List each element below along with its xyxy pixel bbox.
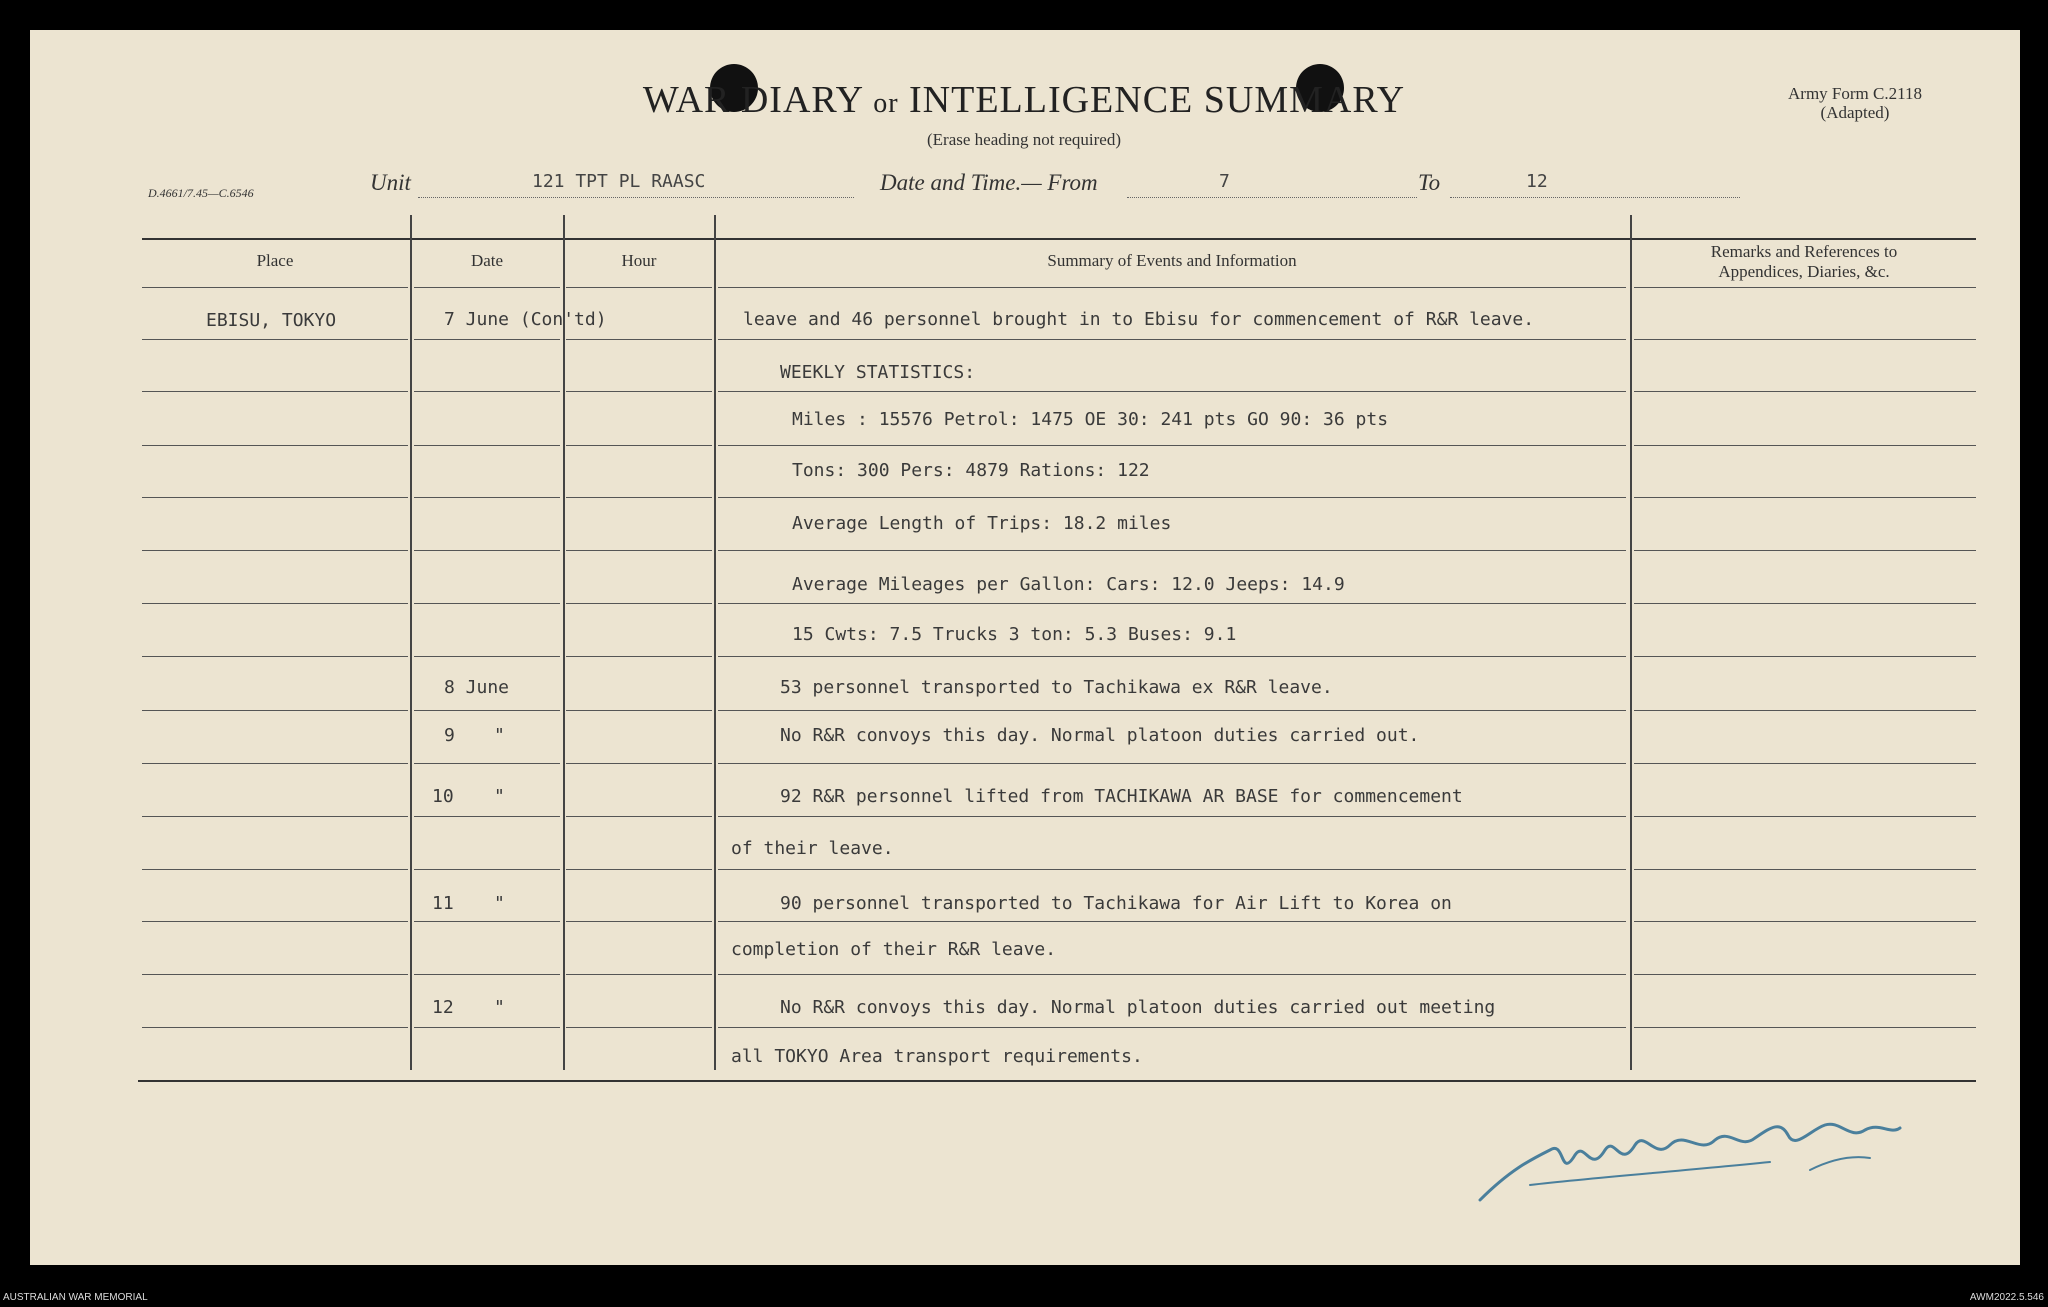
date-from-label: Date and Time.— From [880,170,1098,195]
title-part-1: WAR DIARY [642,79,863,121]
remarks-header-line-2: Appendices, Diaries, &c. [1718,262,1890,281]
footer-accession: AWM2022.5.546 [1969,1292,2044,1303]
title-or: or [873,88,899,119]
summary-line: 92 R&R personnel lifted from TACHIKAWA AR BASE for commencement [780,786,1463,807]
row-rule [566,497,712,498]
summary-line: Tons: 300 Pers: 4879 Rations: 122 [792,460,1150,481]
row-rule [142,816,408,817]
row-rule [142,497,408,498]
row-rule [566,816,712,817]
column-divider-place [410,215,412,1070]
column-header-place: Place [256,251,294,270]
row-rule [414,550,560,551]
row-rule [142,550,408,551]
row-rule [1634,391,1976,392]
row-rule [1634,339,1976,340]
row-rule [1634,763,1976,764]
row-rule [718,603,1626,604]
row-rule [566,656,712,657]
row-rule [414,974,560,975]
row-rule [718,921,1626,922]
row-rule [566,391,712,392]
ditto-mark: " [494,725,505,746]
row-rule [718,710,1626,711]
row-rule [718,869,1626,870]
row-rule [566,710,712,711]
row-rule [414,656,560,657]
summary-line: all TOKYO Area transport requirements. [731,1046,1143,1067]
summary-line: 15 Cwts: 7.5 Trucks 3 ton: 5.3 Buses: 9.1 [792,624,1237,645]
row-rule [566,339,712,340]
table-top-rule [142,238,1976,240]
row-rule [718,287,1626,288]
signature [1470,1100,1910,1210]
row-rule [718,816,1626,817]
ditto-mark: " [494,997,505,1018]
ditto-mark: " [494,893,505,914]
summary-line: 53 personnel transported to Tachikawa ex R&R leave. [780,677,1333,698]
row-rule [718,763,1626,764]
column-header-remarks [1632,242,1976,282]
table-bottom-rule [138,1080,1976,1082]
row-rule [142,391,408,392]
row-rule [1634,921,1976,922]
row-rule [414,710,560,711]
date-entry-9: 9 [444,725,455,746]
date-from-field [1127,171,1417,198]
row-rule [1634,287,1976,288]
row-rule [566,1027,712,1028]
row-rule [718,550,1626,551]
summary-line: WEEKLY STATISTICS: [780,362,976,383]
column-header-date: Date [470,251,504,270]
row-rule [1634,1027,1976,1028]
form-code: D.4661/7.45—C.6546 [148,186,254,200]
army-form-adapted: (Adapted) [1820,103,1890,122]
column-header-summary: Summary of Events and Information [1047,251,1297,270]
date-entry-10: 10 [432,786,454,807]
row-rule [414,339,560,340]
row-rule [1634,497,1976,498]
row-rule [566,974,712,975]
row-rule [414,603,560,604]
column-divider-summary [1630,215,1632,1070]
date-from-value: 7 [1219,171,1230,192]
row-rule [142,656,408,657]
date-entry-7-june: 7 June (Con'td) [444,309,607,330]
row-rule [1634,656,1976,657]
date-entry-8-june: 8 June [444,677,510,698]
row-rule [414,497,560,498]
summary-line: Average Mileages per Gallon: Cars: 12.0 Jeeps: 14.9 [792,574,1345,595]
row-rule [414,763,560,764]
row-rule [414,287,560,288]
row-rule [142,974,408,975]
summary-line: of their leave. [731,838,894,859]
date-to-label: To [1418,170,1441,195]
row-rule [566,287,712,288]
row-rule [718,339,1626,340]
remarks-header-line-1: Remarks and References to [1710,242,1898,261]
title-part-2: INTELLIGENCE SUMMARY [909,79,1406,121]
row-rule [414,445,560,446]
row-rule [566,445,712,446]
row-rule [566,550,712,551]
summary-line: leave and 46 personnel brought in to Ebisu for commencement of R&R leave. [743,309,1535,330]
row-rule [566,763,712,764]
date-entry-12: 12 [432,997,454,1018]
row-rule [142,1027,408,1028]
row-rule [566,921,712,922]
summary-line: 90 personnel transported to Tachikawa for Air Lift to Korea on [780,893,1452,914]
army-form-label [1760,84,1950,122]
row-rule [1634,603,1976,604]
row-rule [142,603,408,604]
row-rule [718,1027,1626,1028]
row-rule [414,869,560,870]
summary-line: completion of their R&R leave. [731,939,1057,960]
date-to-field [1450,171,1740,198]
row-rule [414,391,560,392]
row-rule [566,869,712,870]
row-rule [718,497,1626,498]
form-title [0,78,2048,122]
row-rule [718,656,1626,657]
row-rule [1634,710,1976,711]
army-form-number: Army Form C.2118 [1788,84,1922,103]
row-rule [414,921,560,922]
row-rule [142,287,408,288]
ditto-mark: " [494,786,505,807]
summary-line: Miles : 15576 Petrol: 1475 OE 30: 241 pts GO 90: 36 pts [792,409,1389,430]
row-rule [718,391,1626,392]
row-rule [414,1027,560,1028]
place-entry: EBISU, TOKYO [206,310,337,331]
summary-line: Average Length of Trips: 18.2 miles [792,513,1172,534]
row-rule [142,869,408,870]
summary-line: No R&R convoys this day. Normal platoon duties carried out. [780,725,1420,746]
footer-source: AUSTRALIAN WAR MEMORIAL [3,1292,148,1303]
column-divider-hour [714,215,716,1070]
row-rule [142,763,408,764]
date-entry-11: 11 [432,893,454,914]
row-rule [414,816,560,817]
row-rule [1634,974,1976,975]
column-header-hour: Hour [621,251,657,270]
summary-line: No R&R convoys this day. Normal platoon duties carried out meeting [780,997,1496,1018]
date-to-value: 12 [1526,171,1548,192]
row-rule [1634,445,1976,446]
row-rule [566,603,712,604]
unit-field [418,171,854,198]
unit-label: Unit [370,170,411,195]
row-rule [142,445,408,446]
row-rule [718,445,1626,446]
row-rule [142,921,408,922]
row-rule [1634,550,1976,551]
row-rule [1634,816,1976,817]
row-rule [142,710,408,711]
row-rule [718,974,1626,975]
column-divider-date [563,215,565,1070]
row-rule [1634,869,1976,870]
unit-value: 121 TPT PL RAASC [532,171,706,192]
row-rule [142,339,408,340]
form-subtitle: (Erase heading not required) [927,130,1121,149]
